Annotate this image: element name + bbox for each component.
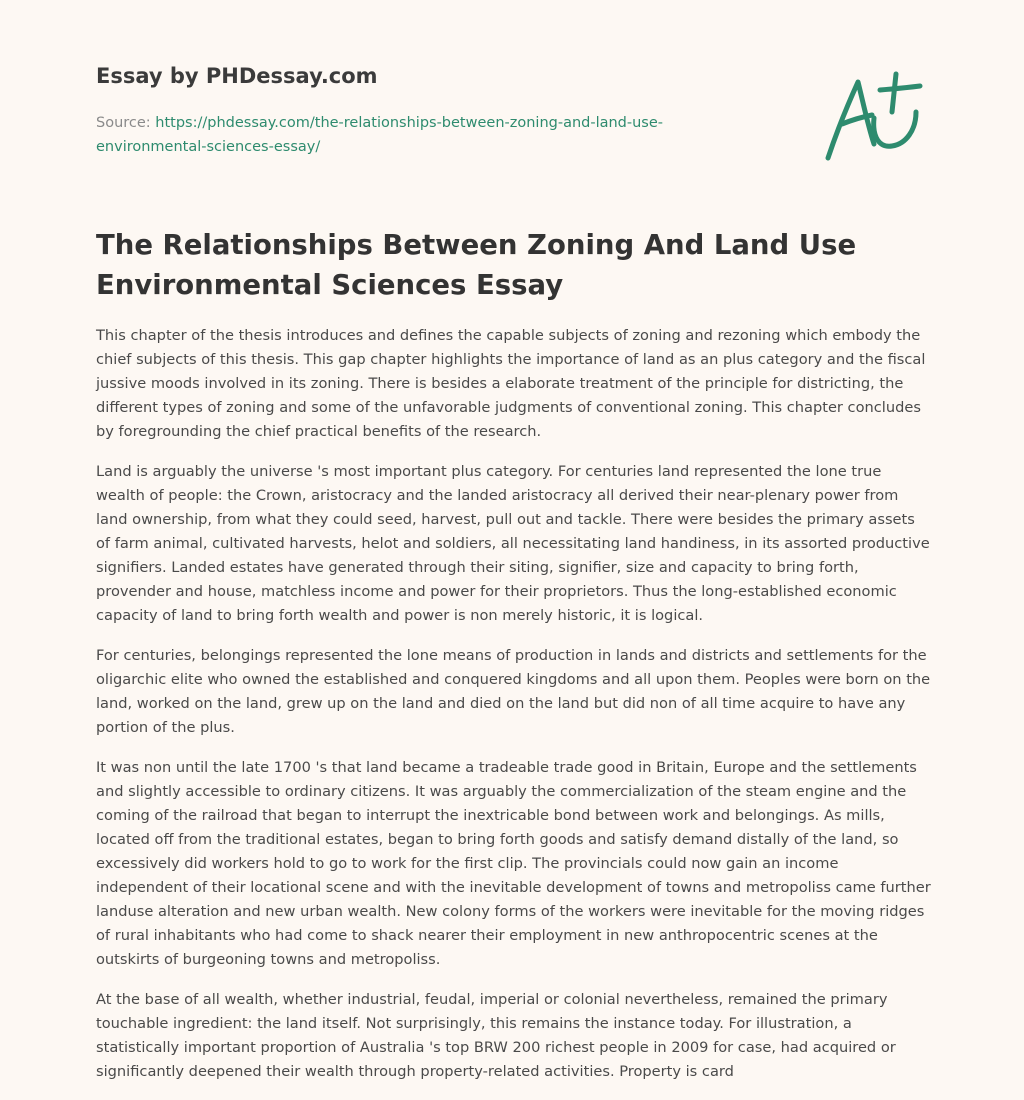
essay-title: The Relationships Between Zoning And Land Use Environmental Sciences Essay (96, 229, 857, 301)
essay-paragraph: Land is arguably the universe 's most important plus category. For centuries land represented the lone true wealth of people: the Crown, aristocracy and the landed aristocracy all derived their near-plenary power from land ownership, from what they could seed, harvest, pull out and tackle. There were besides the primary assets of farm animal, cultivated harvests, helot and soldiers, all necessitating land handiness, in its assorted productive signifiers. Landed estates have generated through their siting, signifier, size and capacity to bring forth, provender and house, matchless income and power for their proprietors. Thus the long-established economic capacity of land to bring forth wealth and power is non merely historic, it is logical. (96, 463, 930, 624)
essay-paragraph: At the base of all wealth, whether industrial, feudal, imperial or colonial nevertheless, remained the primary touchable ingredient: the land itself. Not surprisingly, this remains the instance today. For illustration, a statistically important proportion of Australia 's top BRW 200 richest people in 2009 for case, had acquired or significantly deepened their wealth through property-related activities. Property is card (96, 991, 896, 1080)
a-plus-grade-icon (822, 68, 928, 164)
source-line (96, 111, 716, 159)
source-link[interactable]: https://phdessay.com/the-relationships-between-zoning-and-land-use-environmental-sciences-essay/ (96, 115, 664, 155)
site-title: Essay by PHDessay.com (96, 64, 378, 88)
source-label: Source: (96, 115, 151, 131)
essay-paragraph: It was non until the late 1700 's that land became a tradeable trade good in Britain, Europe and the settlements and slightly accessible to ordinary citizens. It was arguably the commercialization of the steam engine and the coming of the railroad that began to interrupt the inextricable bond between work and belongings. As mills, located off from the traditional estates, began to bring forth goods and satisfy demand distally of the land, so excessively did workers hold to go to work for the first clip. The provincials could now gain an income independent of their locational scene and with the inevitable development of towns and metropoliss came further landuse alteration and new urban wealth. New colony forms of the workers were inevitable for the moving ridges of rural inhabitants who had come to shack nearer their employment in new anthropocentric scenes at the outskirts of burgeoning towns and metropoliss. (96, 759, 931, 968)
essay-paragraph: This chapter of the thesis introduces and defines the capable subjects of zoning and rezoning which embody the chief subjects of this thesis. This gap chapter highlights the importance of land as an plus category and the fiscal jussive moods involved in its zoning. There is besides a elaborate treatment of the principle for districting, the different types of zoning and some of the unfavorable judgments of conventional zoning. This chapter concludes by foregrounding the chief practical benefits of the research. (96, 327, 926, 440)
essay-body (96, 324, 932, 1100)
essay-paragraph: For centuries, belongings represented the lone means of production in lands and districts and settlements for the oligarchic elite who owned the established and conquered kingdoms and all upon them. Peoples were born on the land, worked on the land, grew up on the land and died on the land but did non of all time acquire to have any portion of the plus. (96, 647, 931, 736)
